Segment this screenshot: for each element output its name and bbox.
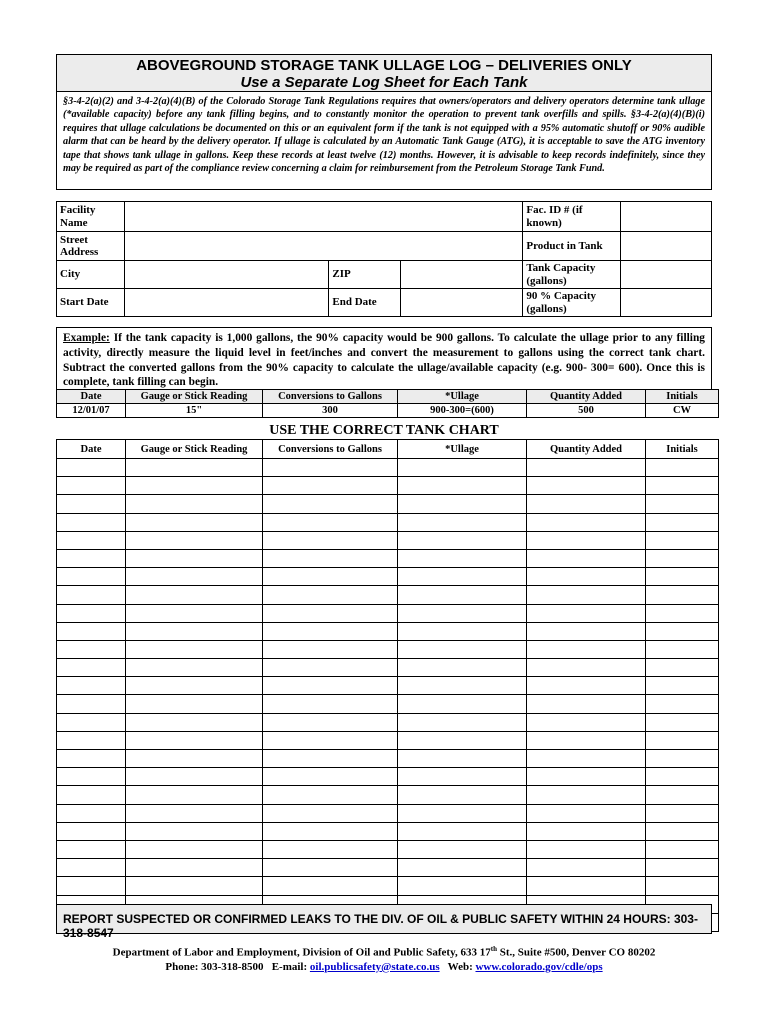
product-label: Product in Tank (523, 232, 621, 261)
log-cell-conversions[interactable] (263, 531, 398, 549)
table-row (57, 586, 719, 604)
log-cell-ullage[interactable] (398, 750, 527, 768)
log-cell-gauge[interactable] (126, 549, 263, 567)
log-cell-ullage[interactable] (398, 677, 527, 695)
log-cell-conversions[interactable] (263, 804, 398, 822)
log-cell-quantity[interactable] (527, 840, 646, 858)
log-cell-quantity[interactable] (527, 477, 646, 495)
log-cell-gauge[interactable] (126, 677, 263, 695)
table-row (57, 695, 719, 713)
example-text: If the tank capacity is 1,000 gallons, the 90% capacity would be 900 gallons. To calculate the ullage prior to any filling activity, directly measure the liquid level in feet/inches and convert the measurement to gallons using the correct tank chart. Subtract the converted gallons from the 90% capacity to calculate the ullage/available capacity (e.g. 900- 300= 600). Once this is complete, tank filling can begin. (63, 332, 705, 389)
log-cell-quantity[interactable] (527, 531, 646, 549)
log-cell-conversions[interactable] (263, 477, 398, 495)
log-cell-quantity[interactable] (527, 513, 646, 531)
log-cell-ullage[interactable] (398, 477, 527, 495)
log-cell-conversions[interactable] (263, 822, 398, 840)
log-cell-date[interactable] (57, 750, 126, 768)
log-cell-ullage[interactable] (398, 568, 527, 586)
street-address-field[interactable] (125, 232, 523, 261)
ullage-log-table (56, 439, 719, 932)
end-date-field[interactable] (401, 289, 523, 317)
log-cell-quantity[interactable] (527, 677, 646, 695)
log-cell-conversions[interactable] (263, 586, 398, 604)
log-cell-initials[interactable] (646, 586, 719, 604)
log-cell-gauge[interactable] (126, 822, 263, 840)
fac-id-label: Fac. ID # (if known) (523, 202, 621, 232)
log-cell-quantity[interactable] (527, 604, 646, 622)
capacity-90-label: 90 % Capacity (gallons) (523, 289, 621, 317)
log-cell-conversions[interactable] (263, 859, 398, 877)
log-cell-conversions[interactable] (263, 495, 398, 513)
log-cell-initials[interactable] (646, 840, 719, 858)
log-cell-gauge[interactable] (126, 768, 263, 786)
example-header-date: Date (57, 390, 126, 404)
table-row (57, 731, 719, 749)
footer-address-text: Department of Labor and Employment, Division of Oil and Public Safety, 633 17 (112, 946, 491, 959)
log-cell-conversions[interactable] (263, 568, 398, 586)
footer-web-link[interactable]: www.colorado.gov/cdle/ops (475, 960, 603, 973)
log-header-conversions: Conversions to Gallons (263, 440, 398, 459)
log-cell-ullage[interactable] (398, 622, 527, 640)
city-field[interactable] (125, 261, 329, 289)
log-header-gauge: Gauge or Stick Reading (126, 440, 263, 459)
table-row (57, 622, 719, 640)
log-cell-gauge[interactable] (126, 586, 263, 604)
example-header-initials: Initials (646, 390, 719, 404)
log-cell-ullage[interactable] (398, 659, 527, 677)
log-cell-conversions[interactable] (263, 640, 398, 658)
log-cell-gauge[interactable] (126, 750, 263, 768)
log-cell-quantity[interactable] (527, 731, 646, 749)
table-row (57, 477, 719, 495)
log-cell-gauge[interactable] (126, 622, 263, 640)
start-date-label: Start Date (57, 289, 125, 317)
log-body (57, 459, 719, 932)
log-cell-date[interactable] (57, 531, 126, 549)
log-cell-gauge[interactable] (126, 786, 263, 804)
log-cell-quantity[interactable] (527, 768, 646, 786)
table-row (57, 549, 719, 567)
table-row (57, 677, 719, 695)
product-field[interactable] (621, 232, 712, 261)
log-cell-quantity[interactable] (527, 568, 646, 586)
fac-id-field[interactable] (621, 202, 712, 232)
facility-info-table (56, 201, 712, 317)
log-cell-initials[interactable] (646, 513, 719, 531)
log-cell-ullage[interactable] (398, 713, 527, 731)
log-cell-ullage[interactable] (398, 549, 527, 567)
log-cell-initials[interactable] (646, 531, 719, 549)
log-cell-ullage[interactable] (398, 804, 527, 822)
log-cell-ullage[interactable] (398, 822, 527, 840)
start-date-field[interactable] (125, 289, 329, 317)
log-cell-initials[interactable] (646, 859, 719, 877)
log-cell-ullage[interactable] (398, 495, 527, 513)
footer-web-label: Web: (447, 960, 473, 973)
log-cell-quantity[interactable] (527, 750, 646, 768)
capacity-90-field[interactable] (621, 289, 712, 317)
log-cell-initials[interactable] (646, 804, 719, 822)
log-cell-initials[interactable] (646, 659, 719, 677)
log-cell-gauge[interactable] (126, 604, 263, 622)
log-cell-quantity[interactable] (527, 586, 646, 604)
table-row (57, 804, 719, 822)
footer-email-label: E-mail: (271, 960, 308, 973)
log-cell-ullage[interactable] (398, 531, 527, 549)
log-cell-ullage[interactable] (398, 695, 527, 713)
log-cell-gauge[interactable] (126, 513, 263, 531)
log-cell-gauge[interactable] (126, 640, 263, 658)
example-table (56, 389, 719, 418)
example-date: 12/01/07 (57, 404, 126, 418)
tank-capacity-label: Tank Capacity (gallons) (523, 261, 621, 289)
log-cell-gauge[interactable] (126, 531, 263, 549)
table-row (57, 640, 719, 658)
log-cell-date[interactable] (57, 840, 126, 858)
footer-address-sup: th (490, 945, 497, 953)
footer-address (56, 942, 712, 960)
example-header-quantity: Quantity Added (527, 390, 646, 404)
log-cell-date[interactable] (57, 640, 126, 658)
log-header-initials: Initials (646, 440, 719, 459)
example-initials: CW (646, 404, 719, 418)
table-row (57, 877, 719, 895)
log-cell-date[interactable] (57, 513, 126, 531)
log-cell-initials[interactable] (646, 877, 719, 895)
log-cell-conversions[interactable] (263, 513, 398, 531)
log-cell-gauge[interactable] (126, 859, 263, 877)
log-cell-date[interactable] (57, 495, 126, 513)
log-cell-date[interactable] (57, 713, 126, 731)
log-cell-date[interactable] (57, 568, 126, 586)
header-box (56, 54, 712, 92)
tank-capacity-field[interactable] (621, 261, 712, 289)
footer-address-text-end: St., Suite #500, Denver CO 80202 (496, 946, 656, 959)
street-address-label: Street Address (57, 232, 125, 261)
log-cell-quantity[interactable] (527, 659, 646, 677)
log-cell-conversions[interactable] (263, 731, 398, 749)
log-cell-date[interactable] (57, 622, 126, 640)
log-cell-gauge[interactable] (126, 695, 263, 713)
log-cell-initials[interactable] (646, 713, 719, 731)
log-cell-conversions[interactable] (263, 750, 398, 768)
log-cell-initials[interactable] (646, 459, 719, 477)
log-cell-gauge[interactable] (126, 840, 263, 858)
log-cell-conversions[interactable] (263, 459, 398, 477)
table-row (57, 713, 719, 731)
log-header-date: Date (57, 440, 126, 459)
log-cell-initials[interactable] (646, 768, 719, 786)
log-cell-initials[interactable] (646, 822, 719, 840)
log-cell-date[interactable] (57, 586, 126, 604)
log-cell-gauge[interactable] (126, 568, 263, 586)
log-cell-initials[interactable] (646, 677, 719, 695)
log-cell-gauge[interactable] (126, 731, 263, 749)
log-cell-date[interactable] (57, 695, 126, 713)
log-cell-quantity[interactable] (527, 713, 646, 731)
log-cell-ullage[interactable] (398, 877, 527, 895)
example-box (56, 327, 712, 389)
log-cell-initials[interactable] (646, 477, 719, 495)
log-cell-date[interactable] (57, 859, 126, 877)
footer-contact (56, 960, 712, 974)
footer (56, 942, 712, 974)
table-row (57, 495, 719, 513)
example-header-gauge: Gauge or Stick Reading (126, 390, 263, 404)
footer-phone: Phone: 303-318-8500 (165, 960, 264, 973)
log-cell-conversions[interactable] (263, 677, 398, 695)
log-cell-initials[interactable] (646, 750, 719, 768)
example-header-ullage: *Ullage (398, 390, 527, 404)
log-cell-conversions[interactable] (263, 877, 398, 895)
tank-chart-note: USE THE CORRECT TANK CHART (269, 423, 499, 438)
log-cell-date[interactable] (57, 677, 126, 695)
log-cell-quantity[interactable] (527, 804, 646, 822)
example-header-conversions: Conversions to Gallons (263, 390, 398, 404)
log-cell-ullage[interactable] (398, 604, 527, 622)
log-cell-ullage[interactable] (398, 859, 527, 877)
log-cell-initials[interactable] (646, 568, 719, 586)
log-header-quantity: Quantity Added (527, 440, 646, 459)
table-row (57, 568, 719, 586)
example-conversion: 300 (263, 404, 398, 418)
table-row (57, 840, 719, 858)
example-lead: Example: (63, 332, 110, 344)
leak-report-notice: REPORT SUSPECTED OR CONFIRMED LEAKS TO THE DIV. OF OIL & PUBLIC SAFETY WITHIN 24 HOURS: 303-318-8547 (56, 904, 712, 934)
log-header-ullage: *Ullage (398, 440, 527, 459)
log-cell-conversions[interactable] (263, 840, 398, 858)
city-label: City (57, 261, 125, 289)
log-cell-quantity[interactable] (527, 549, 646, 567)
log-cell-quantity[interactable] (527, 859, 646, 877)
log-cell-quantity[interactable] (527, 495, 646, 513)
log-cell-quantity[interactable] (527, 622, 646, 640)
log-cell-ullage[interactable] (398, 731, 527, 749)
log-cell-conversions[interactable] (263, 622, 398, 640)
log-cell-date[interactable] (57, 786, 126, 804)
log-cell-initials[interactable] (646, 549, 719, 567)
table-row (57, 859, 719, 877)
log-cell-conversions[interactable] (263, 549, 398, 567)
zip-field[interactable] (401, 261, 523, 289)
table-row (57, 659, 719, 677)
log-cell-initials[interactable] (646, 695, 719, 713)
example-gauge: 15" (126, 404, 263, 418)
table-row (57, 768, 719, 786)
log-cell-quantity[interactable] (527, 695, 646, 713)
log-cell-quantity[interactable] (527, 786, 646, 804)
log-cell-gauge[interactable] (126, 804, 263, 822)
log-cell-date[interactable] (57, 877, 126, 895)
log-cell-ullage[interactable] (398, 768, 527, 786)
zip-label: ZIP (329, 261, 401, 289)
log-cell-conversions[interactable] (263, 659, 398, 677)
footer-email-link[interactable]: oil.publicsafety@state.co.us (309, 960, 440, 973)
log-cell-date[interactable] (57, 822, 126, 840)
log-cell-conversions[interactable] (263, 786, 398, 804)
table-row (57, 822, 719, 840)
log-cell-ullage[interactable] (398, 786, 527, 804)
log-cell-gauge[interactable] (126, 877, 263, 895)
table-row (57, 786, 719, 804)
log-cell-date[interactable] (57, 659, 126, 677)
log-cell-initials[interactable] (646, 731, 719, 749)
log-cell-gauge[interactable] (126, 659, 263, 677)
log-cell-initials[interactable] (646, 786, 719, 804)
end-date-label: End Date (329, 289, 401, 317)
log-cell-date[interactable] (57, 604, 126, 622)
log-cell-gauge[interactable] (126, 459, 263, 477)
facility-name-label: Facility Name (57, 202, 125, 232)
log-cell-conversions[interactable] (263, 604, 398, 622)
example-ullage: 900-300=(600) (398, 404, 527, 418)
log-cell-conversions[interactable] (263, 768, 398, 786)
log-cell-date[interactable] (57, 549, 126, 567)
log-cell-quantity[interactable] (527, 877, 646, 895)
regulation-intro: §3-4-2(a)(2) and 3-4-2(a)(4)(B) of the Colorado Storage Tank Regulations requires that owners/operators and delivery operators determine tank ullage (*available capacity) before any tank filling begins, and to constantly monitor the operation to prevent tank overfills and spills. §3-4-2(a)(4)(B)(i) requires that ullage calculations be documented on this or an equivalent form if the tank is not equipped with a 95% automatic shutoff or 90% audible alarm that can be heard by the delivery operator. If ullage is calculated by an Automatic Tank Gauge (ATG), it is acceptable to save the ATG inventory tape that shows tank ullage in gallons. Keep these records at least twelve (12) months. However, it is advisable to keep records indefinitely, since they may be required as part of the compliance review concerning a claim for reimbursement from the Petroleum Storage Tank Fund. (56, 92, 712, 190)
log-cell-initials[interactable] (646, 604, 719, 622)
log-cell-gauge[interactable] (126, 477, 263, 495)
log-cell-ullage[interactable] (398, 840, 527, 858)
table-row (57, 604, 719, 622)
document-subtitle: Use a Separate Log Sheet for Each Tank (240, 74, 528, 91)
log-cell-ullage[interactable] (398, 586, 527, 604)
table-row (57, 459, 719, 477)
example-quantity: 500 (527, 404, 646, 418)
log-cell-ullage[interactable] (398, 459, 527, 477)
log-cell-date[interactable] (57, 477, 126, 495)
log-cell-initials[interactable] (646, 640, 719, 658)
log-cell-date[interactable] (57, 768, 126, 786)
log-cell-conversions[interactable] (263, 695, 398, 713)
log-cell-ullage[interactable] (398, 640, 527, 658)
log-cell-quantity[interactable] (527, 640, 646, 658)
table-row (57, 513, 719, 531)
log-cell-initials[interactable] (646, 622, 719, 640)
log-cell-quantity[interactable] (527, 459, 646, 477)
table-row (57, 750, 719, 768)
log-cell-gauge[interactable] (126, 495, 263, 513)
log-cell-date[interactable] (57, 731, 126, 749)
table-row (57, 531, 719, 549)
log-cell-ullage[interactable] (398, 513, 527, 531)
log-cell-initials[interactable] (646, 495, 719, 513)
document-title: ABOVEGROUND STORAGE TANK ULLAGE LOG – DELIVERIES ONLY (136, 57, 632, 74)
log-cell-conversions[interactable] (263, 713, 398, 731)
log-cell-gauge[interactable] (126, 713, 263, 731)
log-cell-quantity[interactable] (527, 822, 646, 840)
log-cell-date[interactable] (57, 459, 126, 477)
facility-name-field[interactable] (125, 202, 523, 232)
log-cell-date[interactable] (57, 804, 126, 822)
